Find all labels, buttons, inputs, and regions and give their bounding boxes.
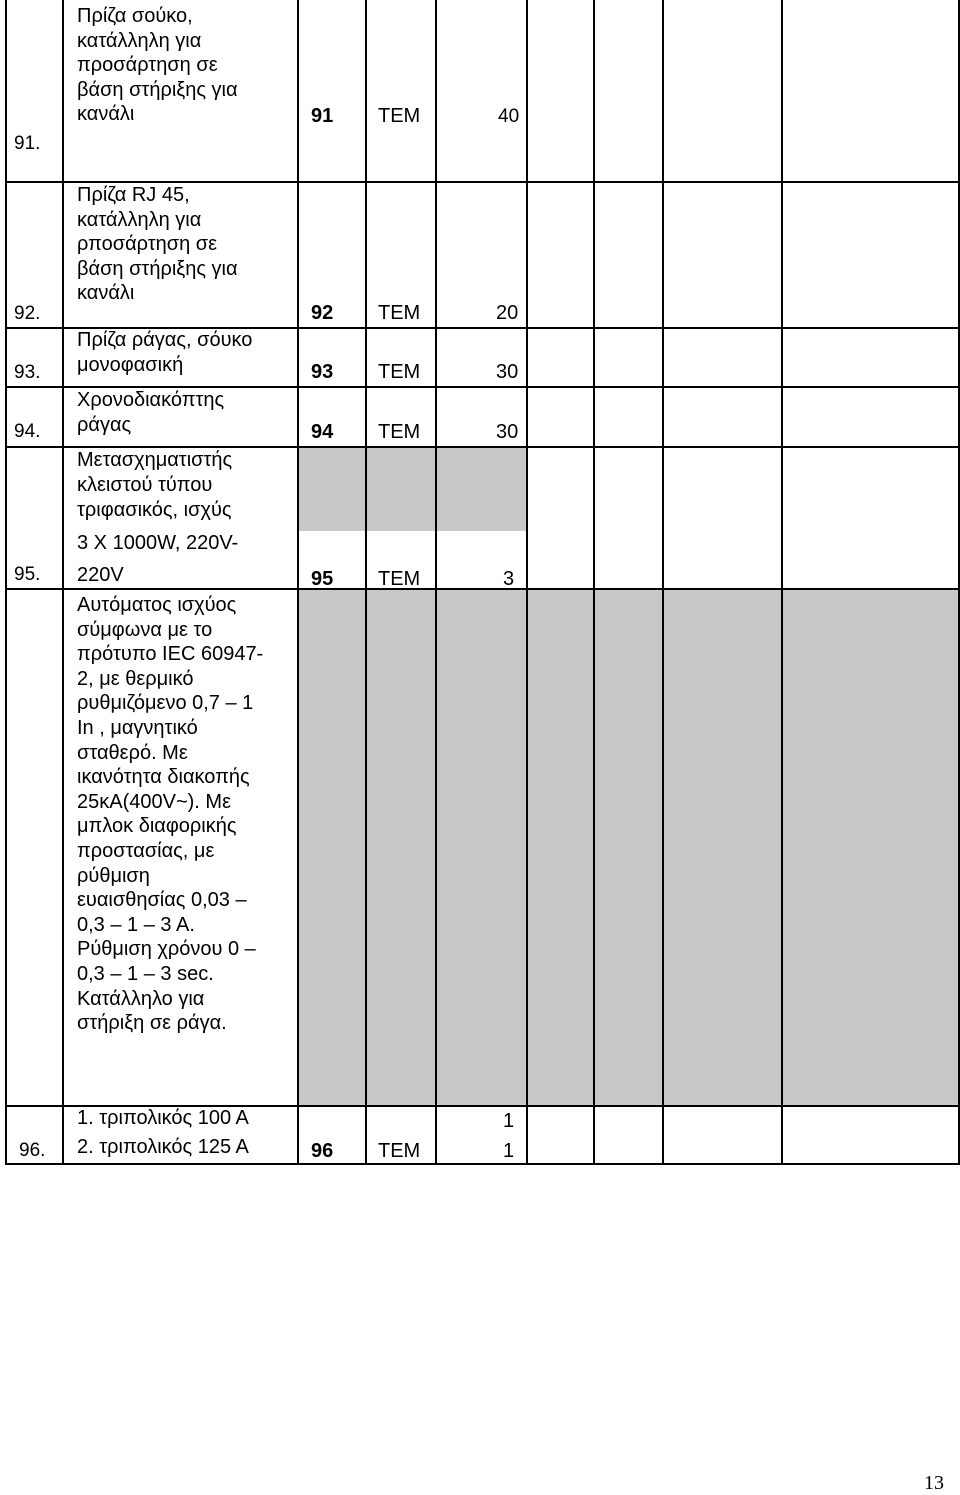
shaded-cell bbox=[298, 448, 526, 531]
row-description: Χρονοδιακόπτης ράγας bbox=[77, 389, 225, 436]
row-quantity: 3 bbox=[503, 568, 515, 590]
row-unit: ΤΕΜ bbox=[378, 302, 421, 324]
row-quantity: 1 bbox=[503, 1110, 515, 1132]
row-number: 91. bbox=[14, 133, 41, 154]
row-number: 94. bbox=[14, 421, 41, 442]
row-code: 94 bbox=[311, 421, 334, 443]
row-quantity: 30 bbox=[496, 361, 519, 383]
row-description: Μετασχηματιστής κλειστού τύπου τριφασικός, ισχύς 3 Χ 1000W, 220V- 220V bbox=[77, 449, 239, 586]
row-number: 95. bbox=[14, 564, 41, 585]
row-number: 96. bbox=[19, 1140, 46, 1161]
row-quantity: 1 bbox=[503, 1140, 515, 1162]
row-description: Πρίζα ράγας, σόυκο μονοφασική bbox=[77, 329, 253, 376]
row-unit: ΤΕΜ bbox=[378, 105, 421, 127]
row-unit: ΤΕΜ bbox=[378, 421, 421, 443]
row-description: Αυτόματος ισχύος σύμφωνα με το πρότυπο IEC 60947- 2, με θερμικό ρυθμιζόμενο 0,7 – 1 In , μαγνητικό σταθερό. Με ικανότητα διακοπής 25κΑ(400V~). Με μπλοκ διαφορικής προστασίας, με ρύθμιση ευαισθησίας 0,03 – 0,3 – 1 – 3 Α. Ρύθμιση χρόνου 0 – 0,3 – 1 – 3 sec. Κατάλληλο για στήριξη σε ράγα. bbox=[77, 594, 264, 1035]
row-quantity: 40 bbox=[498, 106, 520, 127]
row-description: Πρίζα RJ 45, κατάλληλη για ρποσάρτηση σε βάση στήριξης για κανάλι bbox=[77, 184, 238, 305]
row-description: Πρίζα σούκο, κατάλληλη για προσάρτηση σε βάση στήριξης για κανάλι bbox=[77, 5, 238, 126]
row-number: 92. bbox=[14, 303, 41, 324]
page-number: 13 bbox=[924, 1472, 944, 1494]
option-item: 1. τριπολικός 100 Α bbox=[77, 1107, 249, 1129]
row-unit: ΤΕΜ bbox=[378, 1140, 421, 1162]
option-item: 2. τριπολικός 125 Α bbox=[77, 1136, 249, 1158]
row-unit: ΤΕΜ bbox=[378, 568, 421, 590]
row-quantity: 30 bbox=[496, 421, 519, 443]
shaded-cell bbox=[298, 590, 526, 1105]
row-code: 92 bbox=[311, 302, 334, 324]
row-number: 93. bbox=[14, 362, 41, 383]
shaded-cell bbox=[526, 590, 960, 1105]
row-unit: ΤΕΜ bbox=[378, 361, 421, 383]
row-code: 93 bbox=[311, 361, 334, 383]
row-code: 91 bbox=[311, 105, 334, 127]
row-quantity: 20 bbox=[496, 302, 519, 324]
row-code: 95 bbox=[311, 568, 334, 590]
row-code: 96 bbox=[311, 1140, 334, 1162]
